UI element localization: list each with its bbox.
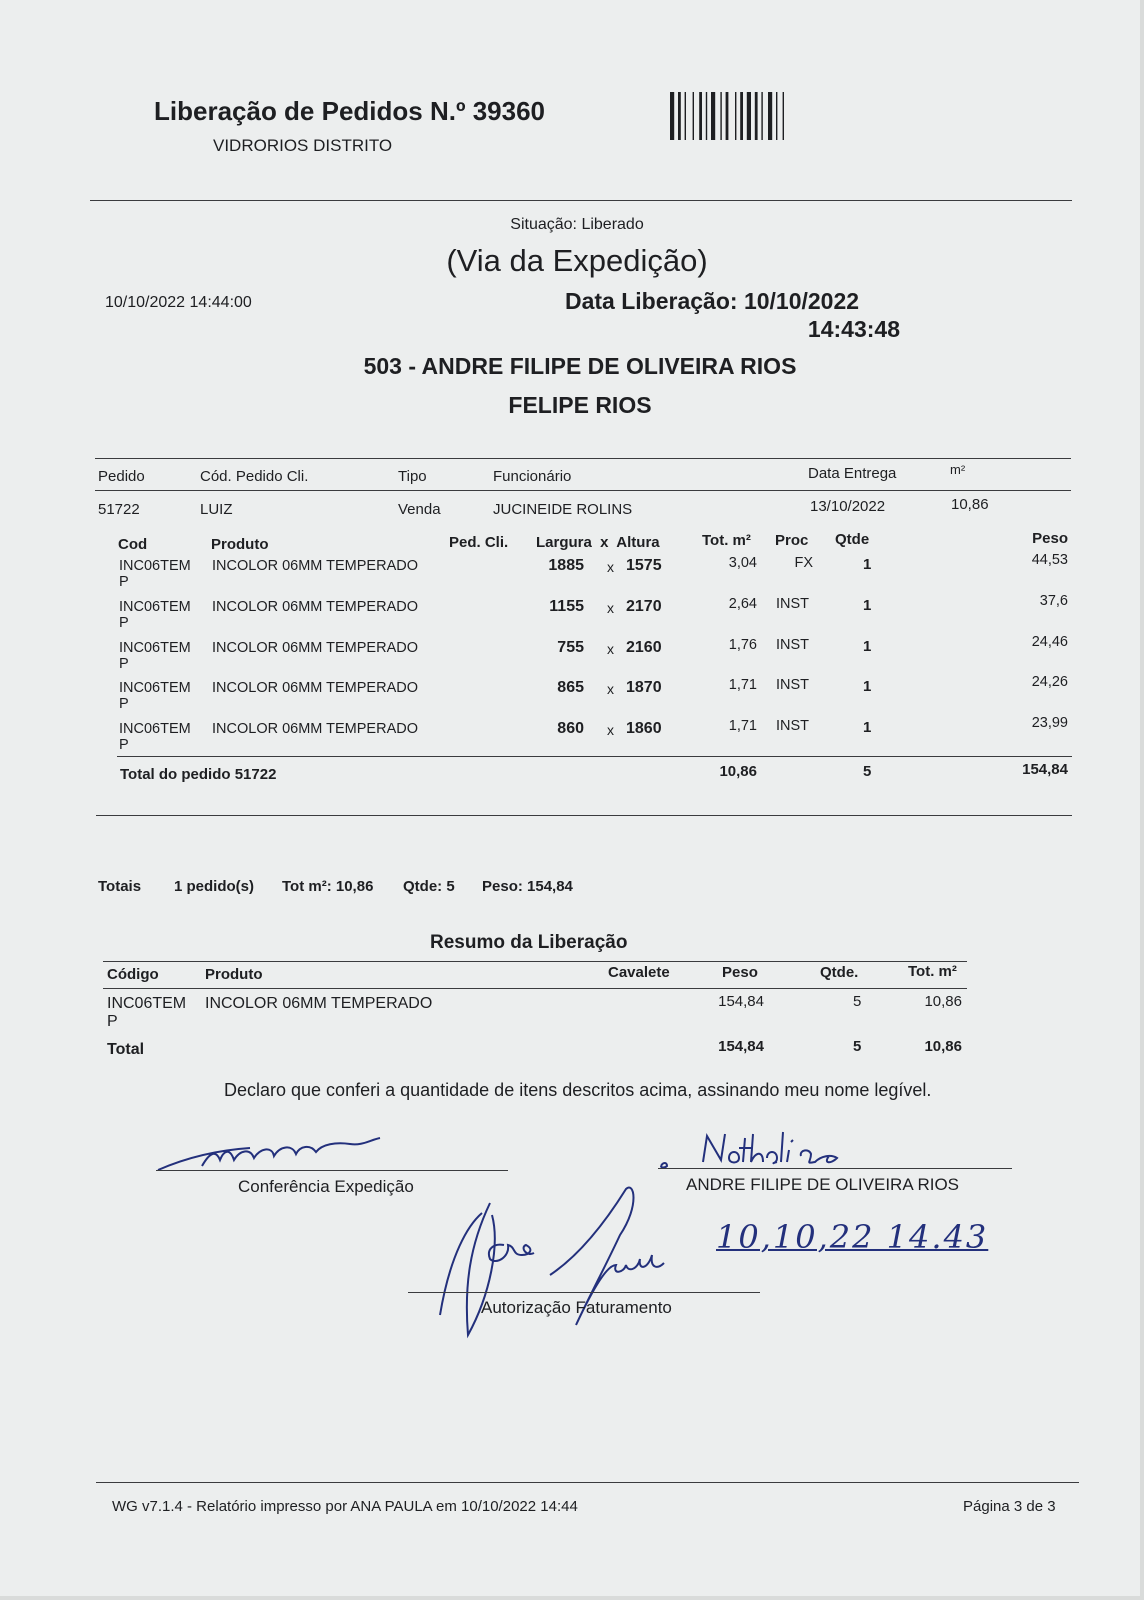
divider <box>103 988 967 989</box>
data-liberacao: Data Liberação: 10/10/2022 <box>565 288 860 314</box>
item-peso: 44,53 <box>1031 552 1068 568</box>
order-m2: 10,86 <box>951 496 989 513</box>
footer-page-number: Página 3 de 3 <box>963 1498 1056 1515</box>
item-largura: 1155 <box>549 598 584 615</box>
item-tot-m2: 1,71 <box>728 677 757 693</box>
item-qtde: 1 <box>863 597 872 614</box>
item-altura: 1860 <box>626 720 662 737</box>
item-produto: INCOLOR 06MM TEMPERADO <box>212 599 418 615</box>
item-peso: 23,99 <box>1031 715 1068 731</box>
item-produto: INCOLOR 06MM TEMPERADO <box>212 640 418 656</box>
item-x: x <box>607 722 614 738</box>
situacao-status: Situação: Liberado <box>510 216 644 233</box>
resumo-total-qtde: 5 <box>853 1038 862 1055</box>
signature-line <box>658 1168 1012 1169</box>
resumo-total-peso: 154,84 <box>718 1038 764 1055</box>
signature-cliente-icon <box>655 1128 865 1172</box>
item-cod: INC06TEM P <box>119 640 191 672</box>
order-total-peso: 154,84 <box>1022 761 1068 778</box>
client-alias: FELIPE RIOS <box>508 392 652 418</box>
item-proc: INST <box>776 718 810 734</box>
totais-m2: Tot m²: 10,86 <box>282 878 374 895</box>
divider <box>95 458 1071 459</box>
resumo-col-cavalete: Cavalete <box>608 964 670 981</box>
resumo-col-tot-m2: Tot. m² <box>908 963 957 980</box>
signature-conferencia-label: Conferência Expedição <box>238 1177 414 1196</box>
items-col-cod: Cod <box>118 536 148 553</box>
item-qtde: 1 <box>863 556 872 573</box>
items-col-tot-m2: Tot. m² <box>702 532 751 549</box>
item-x: x <box>607 600 614 616</box>
signature-line <box>156 1170 508 1171</box>
signature-cliente-label: ANDRE FILIPE DE OLIVEIRA RIOS <box>686 1175 960 1194</box>
resumo-qtde: 5 <box>853 993 862 1010</box>
divider <box>95 490 1071 491</box>
item-proc: INST <box>776 596 810 612</box>
resumo-col-codigo: Código <box>107 966 159 983</box>
resumo-tot-m2: 10,86 <box>924 993 962 1010</box>
item-proc: INST <box>776 677 810 693</box>
item-x: x <box>607 681 614 697</box>
divider <box>103 961 967 962</box>
resumo-col-peso: Peso <box>722 964 758 981</box>
order-total-qtde: 5 <box>863 763 872 780</box>
order-data-entrega: 13/10/2022 <box>810 498 886 515</box>
item-largura: 1885 <box>548 557 584 574</box>
items-col-ped-cli: Ped. Cli. <box>449 534 509 551</box>
resumo-title: Resumo da Liberação <box>430 932 628 953</box>
resumo-total-label: Total <box>107 1041 145 1058</box>
col-pedido: Pedido <box>98 468 145 485</box>
order-total-m2: 10,86 <box>719 763 757 780</box>
item-tot-m2: 2,64 <box>728 596 757 612</box>
col-m2: m² <box>950 462 966 477</box>
items-col-produto: Produto <box>211 536 269 553</box>
order-total-label: Total do pedido 51722 <box>120 766 277 783</box>
item-x: x <box>607 641 614 657</box>
item-cod: INC06TEM P <box>119 599 191 631</box>
col-cod-pedido-cli: Cód. Pedido Cli. <box>200 468 309 485</box>
item-altura: 1870 <box>626 679 662 696</box>
item-peso: 37,6 <box>1039 593 1068 609</box>
divider <box>96 815 1072 816</box>
resumo-peso: 154,84 <box>718 993 764 1010</box>
items-col-proc: Proc <box>775 532 809 549</box>
item-tot-m2: 3,04 <box>728 555 757 571</box>
item-peso: 24,46 <box>1031 634 1068 650</box>
resumo-col-produto: Produto <box>205 966 263 983</box>
item-peso: 24,26 <box>1031 674 1068 690</box>
barcode-icon <box>670 92 845 142</box>
signature-autorizacao-icon <box>430 1185 690 1345</box>
totais-pedidos: 1 pedido(s) <box>174 878 255 895</box>
item-altura: 1575 <box>626 557 662 574</box>
order-tipo: Venda <box>398 501 441 518</box>
signature-autorizacao-label: Autorização Faturamento <box>481 1298 672 1317</box>
totais-peso: Peso: 154,84 <box>482 878 573 895</box>
totais-label: Totais <box>98 878 142 895</box>
client-name: 503 - ANDRE FILIPE DE OLIVEIRA RIOS <box>363 353 797 379</box>
divider <box>90 200 1072 201</box>
item-produto: INCOLOR 06MM TEMPERADO <box>212 558 418 574</box>
item-altura: 2160 <box>626 639 662 656</box>
divider <box>117 756 1072 757</box>
items-col-largura-altura: Largura x Altura <box>536 534 660 551</box>
footer-divider <box>96 1482 1079 1483</box>
resumo-produto: INCOLOR 06MM TEMPERADO <box>205 995 433 1012</box>
item-cod: INC06TEM P <box>119 558 191 590</box>
item-x: x <box>607 559 614 575</box>
printed-datetime: 10/10/2022 14:44:00 <box>105 294 252 311</box>
item-produto: INCOLOR 06MM TEMPERADO <box>212 721 418 737</box>
item-proc: INST <box>776 637 810 653</box>
col-tipo: Tipo <box>398 468 427 485</box>
signature-line <box>408 1292 760 1293</box>
item-tot-m2: 1,71 <box>728 718 757 734</box>
item-produto: INCOLOR 06MM TEMPERADO <box>212 680 418 696</box>
item-cod: INC06TEM P <box>119 680 191 712</box>
item-largura: 755 <box>557 639 584 656</box>
col-funcionario: Funcionário <box>493 468 572 485</box>
item-qtde: 1 <box>863 678 872 695</box>
via-label: (Via da Expedição) <box>446 243 708 278</box>
totais-qtde: Qtde: 5 <box>403 878 455 895</box>
item-proc: FX <box>794 555 813 571</box>
resumo-col-qtde: Qtde. <box>820 964 859 981</box>
item-tot-m2: 1,76 <box>728 637 757 653</box>
item-altura: 2170 <box>626 598 662 615</box>
order-funcionario: JUCINEIDE ROLINS <box>493 501 633 518</box>
order-cod-pedido-cli: LUIZ <box>200 501 233 518</box>
resumo-total-tot-m2: 10,86 <box>924 1038 962 1055</box>
data-liberacao-time: 14:43:48 <box>807 316 900 342</box>
items-col-peso: Peso <box>1032 530 1068 547</box>
item-qtde: 1 <box>863 719 872 736</box>
item-qtde: 1 <box>863 638 872 655</box>
document-title: Liberação de Pedidos N.º 39360 <box>154 96 545 126</box>
item-cod: INC06TEM P <box>119 721 191 753</box>
footer-print-info: WG v7.1.4 - Relatório impresso por ANA PAULA em 10/10/2022 14:44 <box>112 1498 578 1515</box>
declaration-text: Declaro que conferi a quantidade de itens descritos acima, assinando meu nome legível. <box>224 1080 932 1100</box>
handwritten-date: 10,10,22 14.43 <box>716 1218 989 1256</box>
items-col-qtde: Qtde <box>835 531 870 548</box>
company-name: VIDRORIOS DISTRITO <box>213 136 393 155</box>
col-data-entrega: Data Entrega <box>808 465 897 482</box>
item-largura: 860 <box>557 720 584 737</box>
order-pedido: 51722 <box>98 501 140 518</box>
item-largura: 865 <box>557 679 584 696</box>
resumo-codigo: INC06TEM P <box>107 995 187 1030</box>
